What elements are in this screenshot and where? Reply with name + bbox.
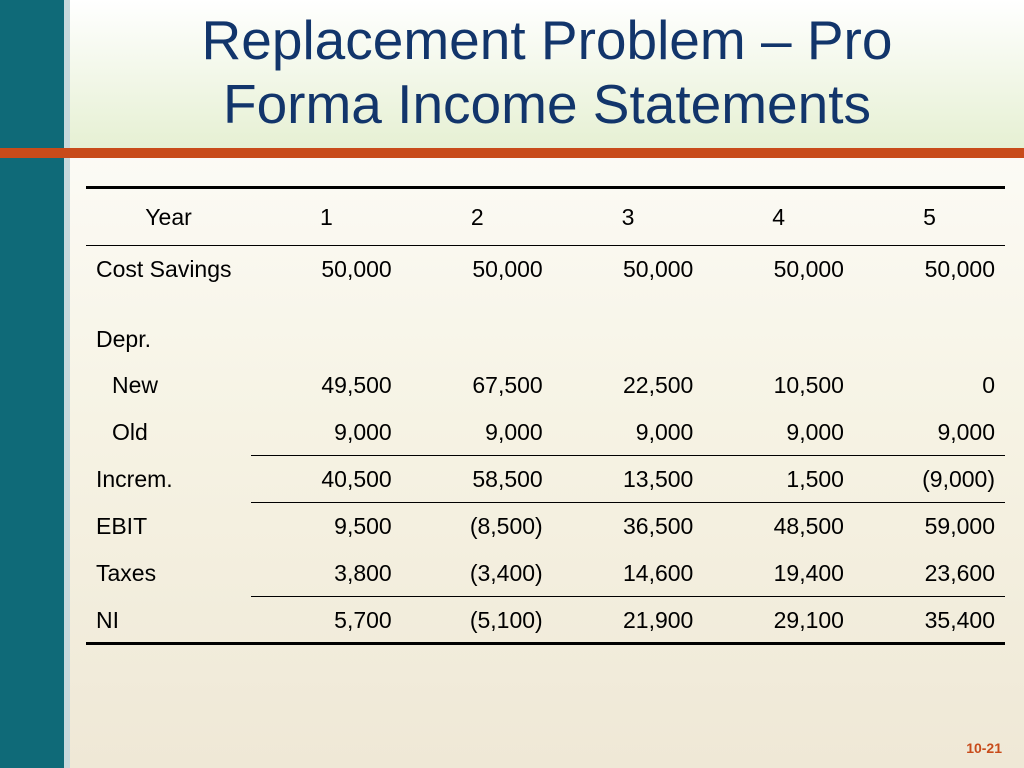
row-label-depreciation: Depr. <box>96 325 151 352</box>
table-row-cost-savings <box>86 246 1005 316</box>
table-row-incremental <box>86 456 1005 503</box>
cell-taxes-y1: 3,800 <box>334 559 392 586</box>
table-row-taxes <box>86 550 1005 597</box>
left-accent-bar <box>0 0 64 768</box>
row-label-depr-old: Old <box>112 418 148 445</box>
cell-ni-y3: 21,900 <box>553 597 704 644</box>
slide-title-line-1: Replacement Problem – Pro <box>201 9 893 71</box>
cell-depr-old-y1: 9,000 <box>334 418 392 445</box>
table-header-row <box>86 188 1005 246</box>
cell-ebit-y1: 9,500 <box>251 503 402 550</box>
cell-ni-y1: 5,700 <box>251 597 402 644</box>
cell-cost-savings-y2: 50,000 <box>472 256 543 282</box>
cell-increm-y1: 40,500 <box>251 456 402 503</box>
cell-depr-y1 <box>251 316 402 362</box>
cell-depr-y2 <box>402 316 553 362</box>
cell-depr-new-y3: 22,500 <box>622 371 694 398</box>
cell-increm-y3: 13,500 <box>553 456 704 503</box>
row-label-taxes: Taxes <box>96 559 157 586</box>
table-row-net-income <box>86 597 1005 644</box>
header-year-2: 2 <box>402 188 553 246</box>
cell-cost-savings-y5: 50,000 <box>924 256 995 282</box>
table-row-ebit <box>86 503 1005 550</box>
header-year-1: 1 <box>251 188 402 246</box>
slide-title <box>70 8 1024 136</box>
cell-increm-y5: (9,000) <box>854 456 1005 503</box>
slide-number: 10-21 <box>966 740 1002 756</box>
cell-ni-y4: 29,100 <box>703 597 854 644</box>
row-label-cost-savings: Cost Savings <box>96 256 232 282</box>
header-year-label: Year <box>86 188 251 246</box>
cell-depr-old-y3: 9,000 <box>635 418 694 445</box>
table-row-depr-new <box>86 362 1005 409</box>
cell-ni-y5: 35,400 <box>854 597 1005 644</box>
cell-increm-y4: 1,500 <box>703 456 854 503</box>
cell-depr-old-y5: 9,000 <box>937 418 995 445</box>
income-statement-table <box>86 186 1005 645</box>
table-row-depreciation <box>86 316 1005 362</box>
title-divider <box>0 148 1024 158</box>
row-label-depr-new: New <box>112 371 159 398</box>
cell-cost-savings-y1: 50,000 <box>321 256 392 282</box>
cell-ni-y2: (5,100) <box>402 597 553 644</box>
cell-cost-savings-y3: 50,000 <box>622 256 694 282</box>
cell-taxes-y4: 19,400 <box>773 559 844 586</box>
table-row-depr-old <box>86 409 1005 456</box>
cell-ebit-y3: 36,500 <box>553 503 704 550</box>
cell-depr-new-y4: 10,500 <box>773 371 844 398</box>
cell-depr-old-y4: 9,000 <box>786 418 844 445</box>
cell-taxes-y3: 14,600 <box>622 559 694 586</box>
header-year-3: 3 <box>553 188 704 246</box>
row-label-ebit: EBIT <box>96 512 148 539</box>
cell-depr-y5 <box>854 316 1005 362</box>
cell-depr-y3 <box>553 316 704 362</box>
cell-ebit-y2: (8,500) <box>402 503 553 550</box>
row-label-net-income: NI <box>86 597 251 644</box>
cell-depr-y4 <box>703 316 854 362</box>
cell-cost-savings-y4: 50,000 <box>773 256 844 282</box>
cell-ebit-y4: 48,500 <box>703 503 854 550</box>
cell-ebit-y5: 59,000 <box>854 503 1005 550</box>
header-year-5: 5 <box>854 188 1005 246</box>
slide-title-line-2: Forma Income Statements <box>222 73 872 135</box>
header-year-4: 4 <box>703 188 854 246</box>
cell-depr-new-y2: 67,500 <box>472 371 543 398</box>
cell-taxes-y2: (3,400) <box>469 559 543 586</box>
cell-depr-old-y2: 9,000 <box>485 418 543 445</box>
cell-taxes-y5: 23,600 <box>924 559 995 586</box>
row-label-incremental: Increm. <box>96 465 173 492</box>
cell-depr-new-y1: 49,500 <box>321 371 392 398</box>
cell-depr-new-y5: 0 <box>982 371 995 398</box>
cell-increm-y2: 58,500 <box>402 456 553 503</box>
